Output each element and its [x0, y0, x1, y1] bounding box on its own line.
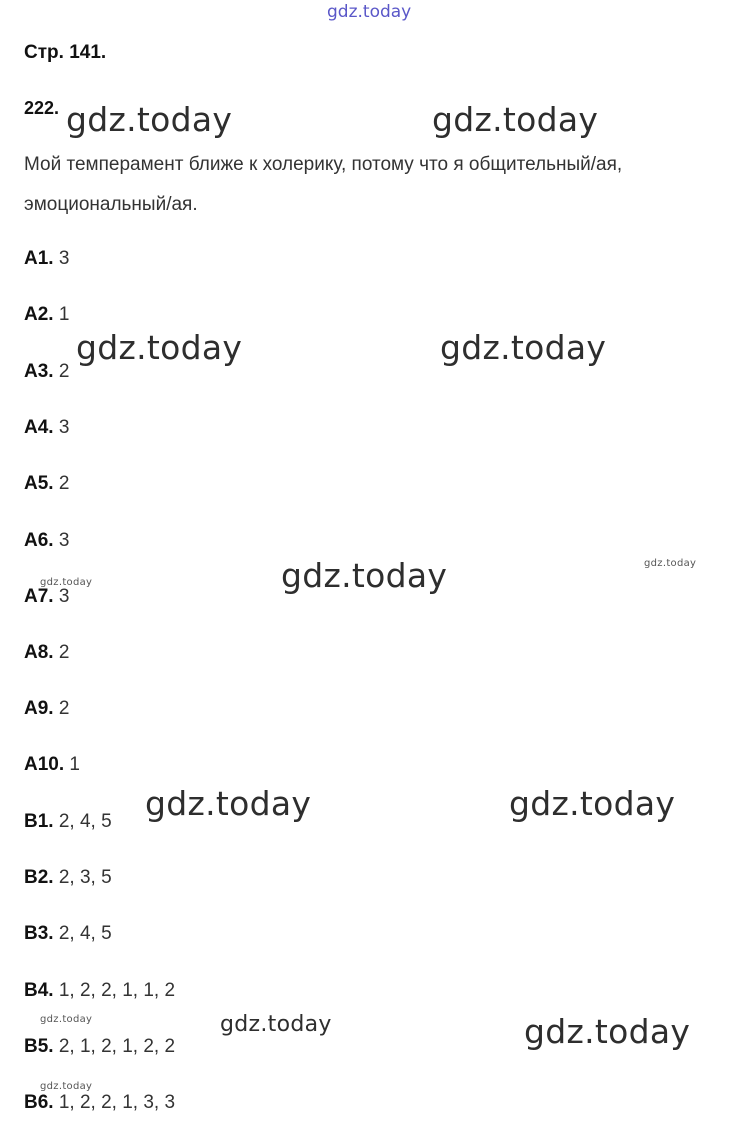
answer-row-a10 [24, 754, 80, 776]
answer-label: В3. [24, 923, 54, 944]
answer-label: В6. [24, 1092, 54, 1113]
answer-value: 1 [69, 754, 80, 775]
answer-row-b5 [24, 1036, 175, 1058]
watermark: gdz.today [66, 100, 233, 139]
answer-label: А3. [24, 361, 54, 382]
watermark: gdz.today [281, 556, 448, 595]
answer-label: А1. [24, 248, 54, 269]
answer-value: 3 [58, 530, 70, 551]
answer-value: 1 [58, 304, 70, 325]
answer-row-a4 [24, 417, 69, 439]
answer-label: А9. [24, 698, 54, 719]
answer-row-b4 [24, 980, 175, 1002]
answer-value: 2 [58, 361, 70, 382]
answer-label: А8. [24, 642, 54, 663]
watermark: gdz.today [145, 784, 312, 823]
answer-value: 3 [58, 248, 70, 269]
watermark: gdz.today [432, 100, 599, 139]
answer-value: 2, 3, 5 [58, 867, 112, 888]
answer-value: 2, 4, 5 [58, 811, 112, 832]
answer-row-b2 [24, 867, 112, 889]
answer-row-a6 [24, 530, 69, 552]
answer-value: 1, 2, 2, 1, 3, 3 [58, 1092, 176, 1113]
watermark: gdz.today [524, 1012, 691, 1051]
answer-row-b1 [24, 811, 112, 833]
answer-label: А6. [24, 530, 54, 551]
answer-label: А4. [24, 417, 54, 438]
watermark: gdz.today [644, 558, 697, 569]
answer-label: В1. [24, 811, 54, 832]
answer-label: В4. [24, 980, 54, 1001]
answer-value: 2 [58, 473, 70, 494]
watermark: gdz.today [76, 328, 243, 367]
answer-row-a3 [24, 361, 69, 383]
answer-row-a2 [24, 304, 69, 326]
answer-label: А2. [24, 304, 54, 325]
answer-row-a8 [24, 642, 69, 664]
answer-label: А10. [24, 754, 65, 775]
site-watermark-top: gdz.today [327, 2, 412, 22]
answer-value: 1, 2, 2, 1, 1, 2 [58, 980, 176, 1001]
answer-value: 3 [58, 417, 70, 438]
answer-value: 3 [58, 586, 70, 607]
watermark: gdz.today [40, 1014, 93, 1025]
watermark: gdz.today [220, 1012, 332, 1037]
answer-label: В5. [24, 1036, 54, 1057]
answer-row-a5 [24, 473, 69, 495]
task-number: 222. [24, 98, 60, 118]
task-answer-line-1: Мой темперамент ближе к холерику, потому что я общительный/ая, [24, 154, 623, 175]
answer-value: 2, 4, 5 [58, 923, 112, 944]
answer-row-a9 [24, 698, 69, 720]
watermark: gdz.today [440, 328, 607, 367]
watermark: gdz.today [40, 1081, 93, 1092]
answer-value: 2, 1, 2, 1, 2, 2 [58, 1036, 176, 1057]
answer-label: А7. [24, 586, 54, 607]
page-title: Стр. 141. [24, 42, 107, 63]
watermark: gdz.today [509, 784, 676, 823]
answer-row-b6 [24, 1092, 175, 1114]
answer-row-b3 [24, 923, 112, 945]
answer-label: А5. [24, 473, 54, 494]
answer-value: 2 [58, 698, 70, 719]
watermark: gdz.today [40, 577, 93, 588]
answer-row-a7 [24, 586, 69, 608]
answer-row-a1 [24, 248, 69, 270]
answer-label: В2. [24, 867, 54, 888]
task-answer-line-2: эмоциональный/ая. [24, 194, 198, 215]
answer-value: 2 [58, 642, 70, 663]
